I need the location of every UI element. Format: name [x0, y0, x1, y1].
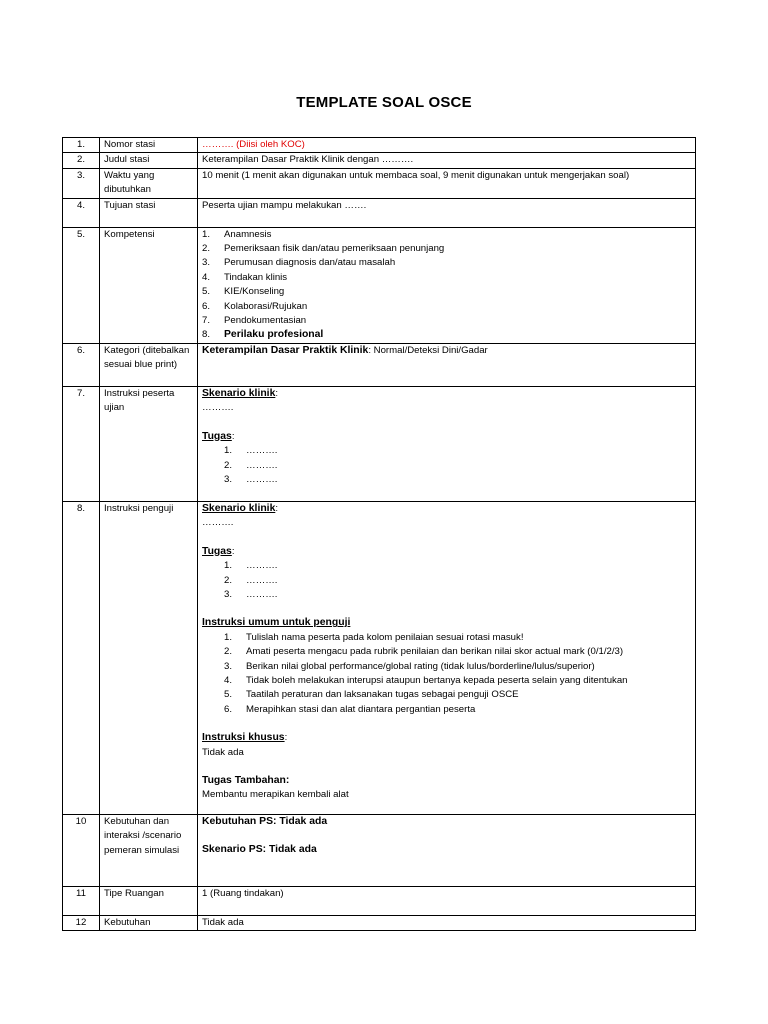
row-number: 11	[63, 886, 100, 915]
skenario-text: ……….	[202, 402, 234, 414]
list-item: 5. Taatilah peraturan dan laksanakan tugas sebagai penguji OSCE	[224, 689, 519, 701]
examiner-instructions-cell: Skenario klinik: ………. Tugas: 1. ………. 2. ………. 3. ………. Instruksi umum untuk penguji 1. Tulislah nama peserta pada kolom penilaian sesuai rotasi masuk! 2. Amati peserta mengacu pada rubrik penilaian dan berikan nilai skor actual mark (0/1/2/3) 3. Berikan nilai global performance/global rating (tidak lulus/borderline/lulus/superior) 4. Tidak boleh melakukan interupsi ataupun bertanya kepada peserta selain yang ditentukan 5. Taatilah peraturan dan laksanakan tugas sebagai penguji OSCE 6. Merapihkan stasi dan alat diantara pergantian peserta Instruksi khusus: Tidak ada Tugas Tambahan: Membantu merapikan kembali alat	[198, 501, 696, 814]
skenario-heading: Skenario klinik	[202, 502, 276, 514]
participant-instructions-cell: Skenario klinik: ………. Tugas: 1. ………. 2. ………. 3. ……….	[198, 386, 696, 501]
general-instructions-heading: Instruksi umum untuk penguji	[202, 617, 351, 629]
list-item: 3. Perumusan diagnosis dan/atau masalah	[202, 257, 396, 269]
row-label: Kebutuhan dan interaksi /scenario pemeran simulasi	[100, 814, 198, 886]
row-value: 10 menit (1 menit akan digunakan untuk membaca soal, 9 menit digunakan untuk mengerjakan soal)	[198, 168, 696, 198]
list-item: 2. Pemeriksaan fisik dan/atau pemeriksaan penunjang	[202, 243, 445, 255]
list-item: 2. ……….	[224, 574, 278, 586]
row-label: Kompetensi	[100, 227, 198, 343]
list-item: 7. Pendokumentasian	[202, 315, 307, 327]
osce-template-table	[62, 137, 696, 931]
row-label: Judul stasi	[100, 153, 198, 168]
list-item: 1. Tulislah nama peserta pada kolom penilaian sesuai rotasi masuk!	[224, 631, 524, 643]
row-number: 12	[63, 915, 100, 930]
row-value: Tidak ada	[198, 915, 696, 930]
tugas-heading: Tugas	[202, 545, 232, 557]
row-number: 7.	[63, 386, 100, 501]
row-value: ………. (Diisi oleh KOC)	[198, 138, 696, 153]
skenario-text: ……….	[202, 517, 234, 529]
row-value: Keterampilan Dasar Praktik Klinik dengan ……….	[198, 153, 696, 168]
row-value: 1 (Ruang tindakan)	[198, 886, 696, 915]
category-bold: Keterampilan Dasar Praktik Klinik	[202, 344, 369, 356]
list-item: 4. Tindakan klinis	[202, 271, 288, 283]
list-item: 3. Berikan nilai global performance/global rating (tidak lulus/borderline/lulus/superior)	[224, 660, 595, 672]
table-row	[63, 153, 696, 168]
row-label: Nomor stasi	[100, 138, 198, 153]
table-row	[63, 386, 696, 501]
table-row	[63, 501, 696, 814]
category-options: : Normal/Deteksi Dini/Gadar	[368, 344, 488, 356]
list-item: 3. ……….	[224, 588, 278, 600]
list-item: 4. Tidak boleh melakukan interupsi ataupun bertanya kepada peserta selain yang ditentukan	[224, 674, 628, 686]
table-row	[63, 138, 696, 153]
competency-list	[202, 228, 691, 343]
ps-scenario: Skenario PS: Tidak ada	[202, 844, 317, 856]
table-row	[63, 198, 696, 227]
tugas-list	[202, 559, 691, 602]
ps-needs: Kebutuhan PS: Tidak ada	[202, 815, 328, 827]
document-title: TEMPLATE SOAL OSCE	[296, 94, 472, 111]
skenario-heading: Skenario klinik	[202, 387, 276, 399]
row-label: Tipe Ruangan	[100, 886, 198, 915]
special-instructions-heading: Instruksi khusus	[202, 732, 285, 744]
simulation-needs-cell	[198, 814, 696, 886]
list-item: 6. Kolaborasi/Rujukan	[202, 300, 308, 312]
row-number: 3.	[63, 168, 100, 198]
row-number: 10	[63, 814, 100, 886]
tugas-heading: Tugas	[202, 430, 232, 442]
competency-list-cell	[198, 227, 696, 343]
table-row	[63, 915, 696, 930]
list-item: 6. Merapihkan stasi dan alat diantara pergantian peserta	[224, 703, 476, 715]
special-instructions-text: Tidak ada	[202, 746, 244, 758]
list-item: 1. Anamnesis	[202, 228, 272, 240]
additional-task-heading: Tugas Tambahan:	[202, 774, 290, 786]
row-value	[198, 343, 696, 386]
list-item: 2. Amati peserta mengacu pada rubrik penilaian dan berikan nilai skor actual mark (0/1/2/3)	[224, 646, 624, 658]
row-label: Waktu yang dibutuhkan	[100, 168, 198, 198]
row-number: 5.	[63, 227, 100, 343]
table-row	[63, 168, 696, 198]
row-label: Instruksi penguji	[100, 501, 198, 814]
list-item: 2. ……….	[224, 459, 278, 471]
row-number: 2.	[63, 153, 100, 168]
list-item: 1. ……….	[224, 560, 278, 572]
list-item: 8. Perilaku profesional	[202, 329, 324, 341]
row-label: Instruksi peserta ujian	[100, 386, 198, 501]
table-row	[63, 343, 696, 386]
table-row	[63, 814, 696, 886]
row-number: 6.	[63, 343, 100, 386]
tugas-list	[202, 444, 691, 487]
table-row	[63, 886, 696, 915]
additional-task-text: Membantu merapikan kembali alat	[202, 789, 349, 801]
list-item: 5. KIE/Konseling	[202, 286, 285, 298]
row-number: 4.	[63, 198, 100, 227]
row-value: Peserta ujian mampu melakukan …….	[198, 198, 696, 227]
row-label: Kategori (ditebalkan sesuai blue print)	[100, 343, 198, 386]
general-instructions-list	[202, 631, 691, 717]
row-label: Tujuan stasi	[100, 198, 198, 227]
table-row	[63, 227, 696, 343]
row-number: 1.	[63, 138, 100, 153]
list-item: 3. ……….	[224, 473, 278, 485]
row-number: 8.	[63, 501, 100, 814]
list-item: 1. ……….	[224, 445, 278, 457]
row-label: Kebutuhan	[100, 915, 198, 930]
